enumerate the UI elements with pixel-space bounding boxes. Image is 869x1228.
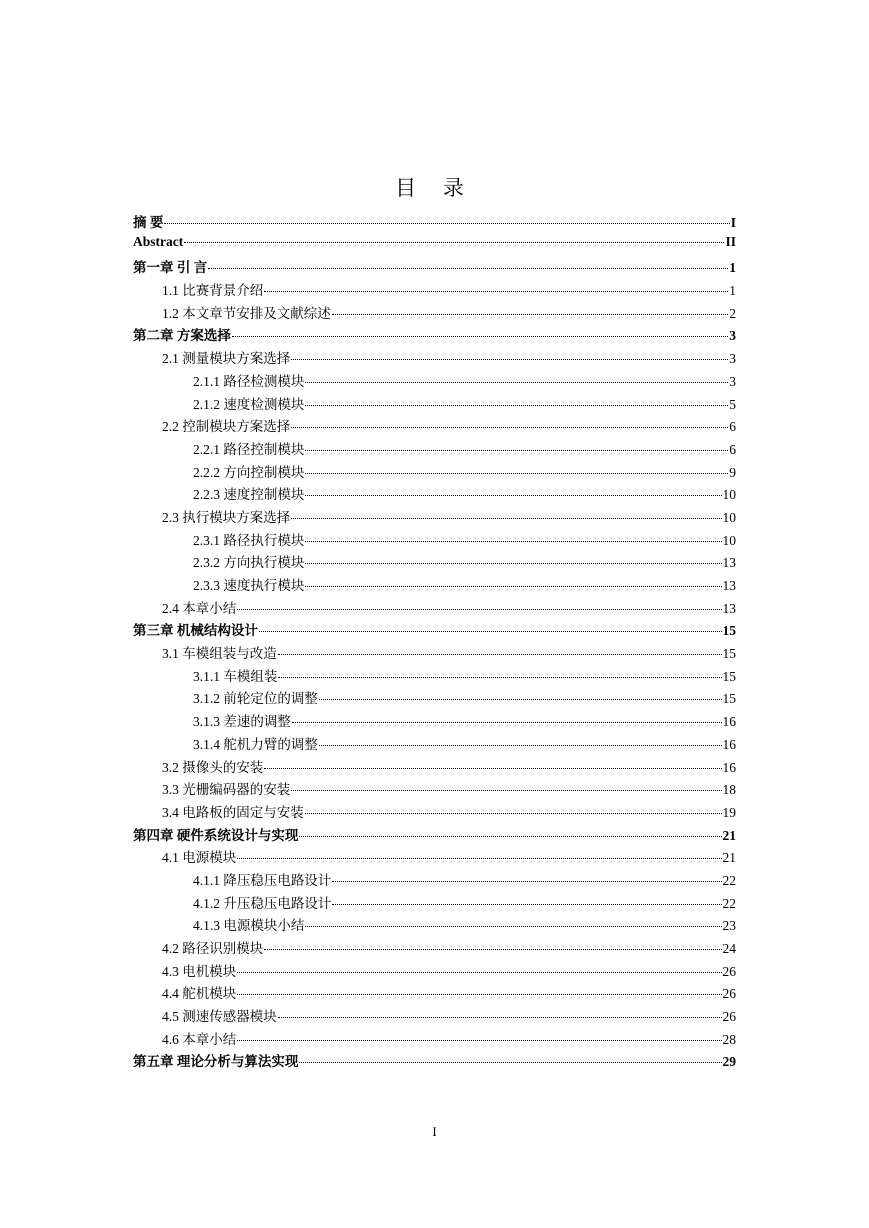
toc-entry-page: 16 — [722, 714, 736, 730]
toc-entry-page: I — [730, 215, 736, 230]
toc-entry[interactable] — [133, 370, 736, 393]
toc-entry[interactable] — [133, 914, 736, 937]
toc-entry-label: 4.6 本章小结 — [162, 1031, 237, 1047]
toc-entry[interactable] — [133, 1050, 736, 1073]
toc-entry-page: 2 — [729, 305, 736, 321]
dot-leader — [232, 336, 728, 337]
toc-entry[interactable] — [133, 960, 736, 983]
toc-entry-label: 3.1.2 前轮定位的调整 — [193, 691, 318, 707]
toc-entry[interactable] — [133, 665, 736, 688]
toc-entry[interactable] — [133, 982, 736, 1005]
toc-entry-page: 6 — [729, 441, 736, 457]
dot-leader — [305, 495, 721, 496]
toc-entry[interactable] — [133, 801, 736, 824]
toc-entry-page: 10 — [722, 532, 736, 548]
toc-entry-label: 3.2 摄像头的安装 — [162, 759, 264, 775]
dot-leader — [292, 722, 722, 723]
dot-leader — [305, 926, 721, 927]
dot-leader — [237, 972, 721, 973]
dot-leader — [332, 904, 721, 905]
toc-entry-label: 2.3.1 路径执行模块 — [193, 532, 305, 548]
toc-entry-label: 第五章 理论分析与算法实现 — [133, 1054, 299, 1070]
dot-leader — [237, 994, 721, 995]
toc-entry[interactable] — [133, 824, 736, 847]
toc-entry-label: 2.3.2 方向执行模块 — [193, 555, 305, 571]
toc-entry-page: 1 — [729, 283, 736, 299]
toc-entry-label: 2.4 本章小结 — [162, 600, 237, 616]
dot-leader — [259, 631, 722, 632]
dot-leader — [299, 1062, 721, 1063]
dot-leader — [278, 677, 721, 678]
page-number: I — [432, 1124, 437, 1139]
toc-entry[interactable] — [133, 937, 736, 960]
dot-leader — [237, 1040, 721, 1041]
toc-entry[interactable] — [133, 461, 736, 484]
toc-entry[interactable] — [133, 279, 736, 302]
toc-entry-label: 2.2.1 路径控制模块 — [193, 441, 305, 457]
toc-entry[interactable] — [133, 733, 736, 756]
dot-leader — [208, 268, 728, 269]
dot-leader — [305, 541, 721, 542]
toc-entry-label: 第二章 方案选择 — [133, 328, 231, 344]
dot-leader — [305, 450, 728, 451]
toc-entry[interactable] — [133, 234, 736, 257]
toc-entry[interactable] — [133, 347, 736, 370]
toc-entry[interactable] — [133, 619, 736, 642]
dot-leader — [299, 836, 721, 837]
dot-leader — [319, 699, 722, 700]
toc-entry-label: 2.3 执行模块方案选择 — [162, 509, 291, 525]
toc-entry[interactable] — [133, 869, 736, 892]
toc-entry-page: 26 — [722, 986, 736, 1002]
toc-entry-label: 4.3 电机模块 — [162, 963, 237, 979]
toc-entry[interactable] — [133, 846, 736, 869]
toc-entry-page: 5 — [729, 396, 736, 412]
toc-entry-label: 4.1.1 降压稳压电路设计 — [193, 872, 332, 888]
toc-entry-label: 3.4 电路板的固定与安装 — [162, 804, 304, 820]
toc-entry-label: 2.1.2 速度检测模块 — [193, 396, 305, 412]
toc-entry-label: 3.1 车模组装与改造 — [162, 646, 277, 662]
toc-entry-label: 4.2 路径识别模块 — [162, 941, 264, 956]
toc-entry-page: 15 — [722, 691, 736, 707]
toc-entry[interactable] — [133, 1005, 736, 1028]
toc-entry-label: 4.5 测速传感器模块 — [162, 1009, 277, 1025]
toc-entry-page: 22 — [722, 872, 736, 888]
dot-leader — [291, 359, 728, 360]
toc-entry-label: 3.3 光栅编码器的安装 — [162, 782, 291, 798]
dot-leader — [184, 242, 724, 243]
toc-entry-page: 1 — [729, 260, 736, 276]
dot-leader — [291, 427, 728, 428]
dot-leader — [164, 223, 729, 224]
toc-entry-page: 15 — [722, 623, 736, 639]
toc-entry[interactable] — [133, 211, 736, 234]
dot-leader — [264, 949, 721, 950]
toc-entry[interactable] — [133, 778, 736, 801]
toc-entry-page: 16 — [722, 759, 736, 775]
toc-entry-label: 1.2 本文章节安排及文献综述 — [162, 305, 331, 321]
dot-leader — [264, 291, 728, 292]
toc-entry-label: 摘 要 — [133, 215, 164, 230]
dot-leader — [319, 745, 722, 746]
toc-entry-page: 10 — [722, 509, 736, 525]
toc-entry[interactable] — [133, 1028, 736, 1051]
dot-leader — [305, 586, 721, 587]
dot-leader — [237, 609, 721, 610]
toc-entry[interactable] — [133, 393, 736, 416]
toc-entry-label: 3.1.1 车模组装 — [193, 668, 278, 684]
toc-entry-page: 21 — [722, 850, 736, 866]
toc-entry-page: 21 — [722, 827, 736, 843]
toc-entry-label: 3.1.4 舵机力臂的调整 — [193, 736, 318, 752]
toc-entry-page: 24 — [722, 941, 736, 956]
toc-entry[interactable] — [133, 302, 736, 325]
dot-leader — [278, 1017, 722, 1018]
toc-entry-page: 23 — [722, 918, 736, 934]
toc-entry-page: II — [725, 233, 736, 249]
toc-entry-page: 13 — [722, 600, 736, 616]
toc-entry-label: 4.1.3 电源模块小结 — [193, 918, 305, 934]
dot-leader — [291, 790, 721, 791]
toc-entry[interactable] — [133, 574, 736, 597]
toc-entry-page: 29 — [722, 1054, 736, 1070]
dot-leader — [305, 563, 721, 564]
toc-entry-page: 26 — [722, 963, 736, 979]
toc-entry-page: 3 — [729, 328, 736, 344]
toc-entry-page: 3 — [729, 373, 736, 389]
toc-entry[interactable] — [133, 551, 736, 574]
dot-leader — [305, 405, 728, 406]
dot-leader — [305, 382, 728, 383]
toc-entry-label: 2.3.3 速度执行模块 — [193, 578, 305, 593]
dot-leader — [305, 813, 722, 814]
toc-entry-page: 22 — [722, 895, 736, 911]
toc-entry[interactable] — [133, 597, 736, 620]
toc-entry-label: 第一章 引 言 — [133, 260, 208, 276]
dot-leader — [291, 518, 721, 519]
toc-entry-page: 10 — [722, 487, 736, 503]
dot-leader — [237, 858, 721, 859]
toc-entry-page: 28 — [722, 1031, 736, 1047]
toc-title: 目 录 — [395, 176, 474, 200]
toc-entry[interactable] — [133, 483, 736, 506]
toc-entry-page: 15 — [722, 646, 736, 662]
table-of-contents — [133, 211, 736, 1073]
toc-entry[interactable] — [133, 506, 736, 529]
dot-leader — [305, 473, 728, 474]
toc-entry[interactable] — [133, 710, 736, 733]
toc-entry[interactable] — [133, 642, 736, 665]
dot-leader — [264, 768, 721, 769]
toc-entry-label: 2.2 控制模块方案选择 — [162, 419, 291, 435]
toc-entry-page: 26 — [722, 1009, 736, 1025]
toc-entry-label: 4.4 舵机模块 — [162, 986, 237, 1002]
toc-entry-page: 18 — [722, 782, 736, 798]
toc-entry-label: 1.1 比赛背景介绍 — [162, 283, 264, 299]
toc-entry-label: 3.1.3 差速的调整 — [193, 714, 291, 730]
toc-entry[interactable] — [133, 438, 736, 461]
dot-leader — [278, 654, 722, 655]
toc-entry-label: 2.1 测量模块方案选择 — [162, 351, 291, 367]
toc-entry[interactable] — [133, 324, 736, 347]
toc-entry[interactable] — [133, 529, 736, 552]
toc-entry-page: 3 — [729, 351, 736, 367]
toc-entry-page: 6 — [729, 419, 736, 435]
toc-entry[interactable] — [133, 256, 736, 279]
toc-entry-label: 4.1 电源模块 — [162, 850, 237, 866]
toc-entry-page: 13 — [722, 555, 736, 571]
dot-leader — [332, 881, 721, 882]
toc-entry-label: 第三章 机械结构设计 — [133, 623, 258, 639]
toc-entry-label: 2.2.2 方向控制模块 — [193, 464, 305, 480]
toc-entry[interactable] — [133, 892, 736, 915]
toc-entry[interactable] — [133, 756, 736, 779]
dot-leader — [332, 314, 729, 315]
toc-entry-label: 2.1.1 路径检测模块 — [193, 373, 305, 389]
toc-entry-page: 13 — [722, 578, 736, 593]
toc-entry[interactable] — [133, 687, 736, 710]
toc-entry-page: 15 — [722, 668, 736, 684]
toc-entry-label: 第四章 硬件系统设计与实现 — [133, 827, 299, 843]
toc-entry-label: Abstract — [133, 233, 184, 249]
toc-entry-page: 9 — [729, 464, 736, 480]
toc-entry-page: 16 — [722, 736, 736, 752]
toc-entry-label: 4.1.2 升压稳压电路设计 — [193, 895, 332, 911]
toc-entry-label: 2.2.3 速度控制模块 — [193, 487, 305, 503]
toc-entry-page: 19 — [722, 804, 736, 820]
toc-entry[interactable] — [133, 415, 736, 438]
